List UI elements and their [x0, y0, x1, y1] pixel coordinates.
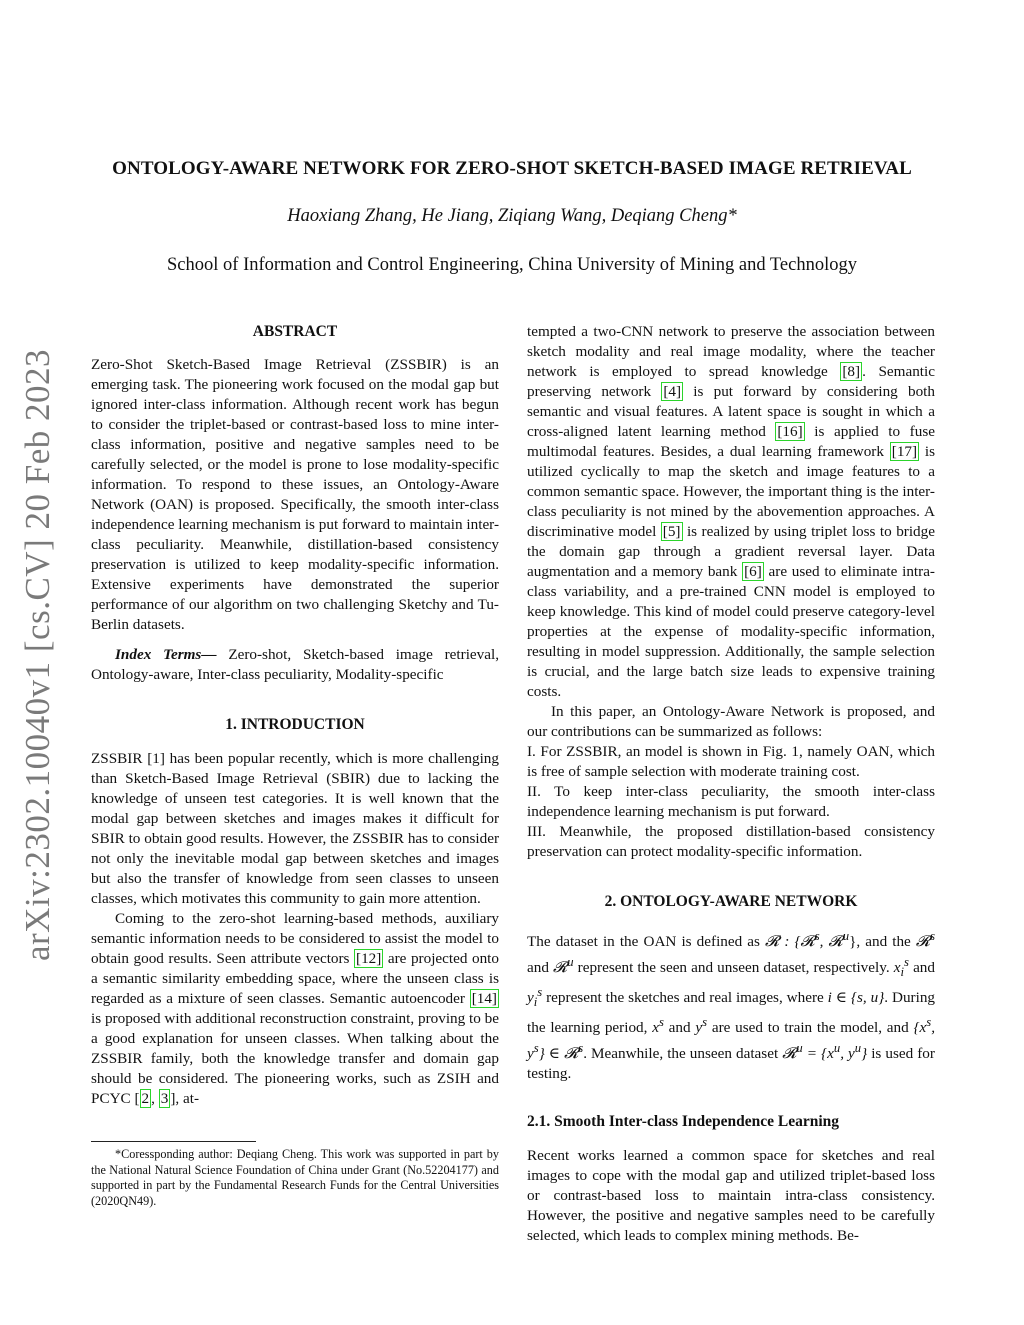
footnote: [91, 1147, 499, 1209]
related-work-paragraph: tempted a two-CNN network to preserve the association between sketch modality and real image modality, where the teacher network is employed to spread knowledge [8] . Semantic preserving network [4] is put forward by considering both semantic and visual features. A latent space is sought in which a cross-aligned latent learning method [16] is applied to fuse multimodal features. Besides, a dual learning framework [17] is utilized cyclically to map the sketch and image features to a common semantic space. However, the important thing is the inter-class peculiarity is not mined by the abovemention approaches. A discriminative model [5] is realized by using triplet loss to bridge the domain gap through a gradient reversal layer. Data augmentation and a memory bank [6] are used to eliminate intra-class variability, and a pre-trained CNN model is employed to keep knowledge. This kind of model could preserve category-level properties at the expense of modality-specific information, resulting in model suppression. Additionally, the sample selection is crucial, and the large batch size leads to expensive training costs.: [527, 323, 936, 700]
citation-link[interactable]: [5]: [662, 523, 681, 540]
contribution-item-3: III. Meanwhile, the proposed distillation-based consistency preservation can protect modality-specific information.: [527, 823, 935, 860]
introduction-heading: 1. INTRODUCTION: [225, 716, 365, 733]
citation-link[interactable]: [4]: [663, 383, 682, 400]
abstract-text: Zero-Shot Sketch-Based Image Retrieval (ZSSBIR) is an emerging task. The pioneering work focused on the modal gap but ignored inter-class information. Although recent work has begun to consider the triplet-based or contrast-based loss to mine inter-class information, positive and negative samples need to be carefully selected, or the model is prone to lose modality-specific information. To respond to these issues, an Ontology-Aware Network (OAN) is proposed. Specifically, the smooth inter-class independence learning mechanism is put forward to maintain inter-class peculiarity. Meanwhile, distillation-based consistency preservation is utilized to keep modality-specific information. Extensive experiments have demonstrated the superior performance of our algorithm on two challenging Sketchy and Tu-Berlin datasets.: [91, 356, 499, 633]
intro-paragraph-1: ZSSBIR [1] has been popular recently, which is more challenging than Sketch-Based Image Retrieval (SBIR) due to lacking the knowledge of unseen test categories. It is well known that the modal gap between sketches and images makes it difficult for SBIR to obtain good results. However, the ZSSBIR has to consider not only the inevitable modal gap between sketches and images but also the transfer of knowledge from seen classes to unseen classes, which motivates this community to gain more attention.: [91, 750, 499, 907]
arxiv-identifier-stamp: [8, 350, 68, 960]
right-column: [527, 322, 935, 1246]
footnote-divider: [91, 1141, 256, 1142]
abstract-heading: ABSTRACT: [252, 323, 338, 340]
intro-paragraph-2: Coming to the zero-shot learning-based methods, auxiliary semantic information needs to be considered to assist the model to obtain good results. Seen attribute vectors [12] are projected onto a semantic similarity embedding space, where the unseen class is regarded as a mixture of seen classes. Semantic autoencoder [14] is proposed with additional reconstruction constraint, proving to be a good explanation for unseen classes. When talking about the ZSSBIR family, both the knowledge transfer and domain gap should be considered. The pioneering works, such as ZSIH and PCYC [ 2 , 3 ], at-: [91, 910, 499, 1107]
citation-link[interactable]: [14]: [471, 990, 497, 1007]
section-2-heading: 2. ONTOLOGY-AWARE NETWORK: [604, 893, 858, 910]
citation-link[interactable]: [8]: [842, 363, 861, 380]
index-terms: [91, 645, 499, 685]
citation-link[interactable]: [17]: [891, 443, 918, 460]
subsection-2-1-heading: 2.1. Smooth Inter-class Independence Learning: [527, 1113, 840, 1131]
contribution-item-2: II. To keep inter-class peculiarity, the smooth inter-class independence learning mechanism is put forward.: [527, 783, 935, 820]
paper-title: ONTOLOGY-AWARE NETWORK FOR ZERO-SHOT SKETCH-BASED IMAGE RETRIEVAL: [112, 158, 912, 179]
citation-link[interactable]: 3: [160, 1090, 169, 1107]
citation-link[interactable]: 2: [141, 1090, 150, 1107]
arxiv-id-text: arXiv:2302.10040v1 [cs.CV] 20 Feb 2023: [18, 348, 58, 962]
paper-authors: Haoxiang Zhang, He Jiang, Ziqiang Wang, Deqiang Cheng*: [287, 206, 737, 226]
contributions-intro: In this paper, an Ontology-Aware Network is proposed, and our contributions can be summarized as follows:: [527, 703, 935, 740]
left-column: [91, 322, 499, 1109]
paper-affiliation: School of Information and Control Engineering, China University of Mining and Technology: [167, 255, 857, 275]
citation-link[interactable]: [12]: [356, 950, 382, 967]
index-terms-label: Index Terms—: [115, 646, 217, 663]
citation-link[interactable]: [6]: [744, 563, 762, 580]
contribution-item-1: I. For ZSSBIR, an model is shown in Fig. 1, namely OAN, which is free of sample selection with moderate training cost.: [527, 743, 935, 780]
dataset-definition-paragraph: The dataset in the OAN is defined as 𝓡 : {𝓡$^s$, 𝓡$^u$}, and the 𝓡$^s$ and 𝓡$^u$ represent the seen and unseen dataset, respectively. $x_i^s$ and $y_i^s$ represent the sketches and real images, where i ∈ {s, u}. During the learning period, $x^s$ and $y^s$ are used to train the model, and {$x^s$, $y^s$} ∈ 𝓡$^s$. Meanwhile, the unseen dataset 𝓡$^u$ = {$x^u$, $y^u$} is used for testing.: [527, 929, 936, 1083]
index-terms-text: Zero-shot, Sketch-based image retrieval, Ontology-aware, Inter-class peculiarity, Modality-specific: [91, 646, 500, 683]
subsection-2-1-text: Recent works learned a common space for sketches and real images to cope with the modal gap and utilized triplet-based loss or contrast-based loss to maintain intra-class consistency. However, the positive and negative samples need to be carefully selected, which leads to complex mining methods. Be-: [527, 1147, 935, 1245]
footnote-text: *Coressponding author: Deqiang Cheng. This work was supported in part by the National Natural Science Foundation of China under Grant (No.52204177) and supported in part by the Fundamental Research Funds for the Central Universities (2020QN49).: [91, 1147, 499, 1208]
citation-link[interactable]: [16]: [777, 423, 803, 440]
